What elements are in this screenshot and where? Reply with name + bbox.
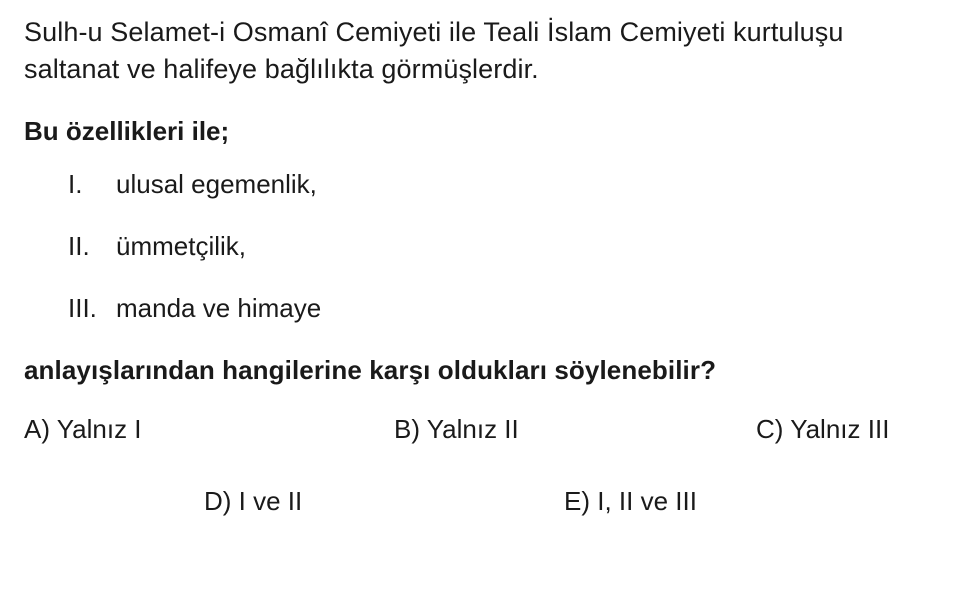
answer-choice-c[interactable]: C) Yalnız III — [756, 414, 890, 445]
list-item-label: manda ve himaye — [116, 292, 322, 323]
list-item — [24, 168, 935, 202]
answer-choice-a[interactable]: A) Yalnız I — [24, 414, 142, 445]
list-item-label: ulusal egemenlik, — [116, 169, 317, 200]
list-item — [24, 292, 935, 326]
question-prompt: anlayışlarından hangilerine karşı oldukları söylenebilir? — [24, 354, 717, 385]
answer-choices-row-top — [24, 413, 935, 447]
answer-choices-row-bottom — [24, 485, 935, 519]
list-item-numeral: II. — [68, 231, 90, 262]
answer-choice-d[interactable]: D) I ve II — [204, 486, 303, 517]
question-stem: Sulh-u Selamet-i Osmanî Cemiyeti ile Teali İslam Cemiyeti kurtuluşu saltanat ve halifeye bağlılıkta görmüşlerdir. — [24, 17, 844, 85]
answer-choice-e[interactable]: E) I, II ve III — [564, 486, 697, 517]
list-item-numeral: III. — [68, 292, 97, 323]
list-item-label: ümmetçilik, — [116, 231, 247, 262]
roman-numeral-list — [24, 168, 935, 325]
question-lead-in: Bu özellikleri ile; — [24, 115, 230, 146]
list-item-numeral: I. — [68, 169, 83, 200]
list-item — [24, 230, 935, 264]
answer-choice-b[interactable]: B) Yalnız II — [394, 414, 519, 445]
